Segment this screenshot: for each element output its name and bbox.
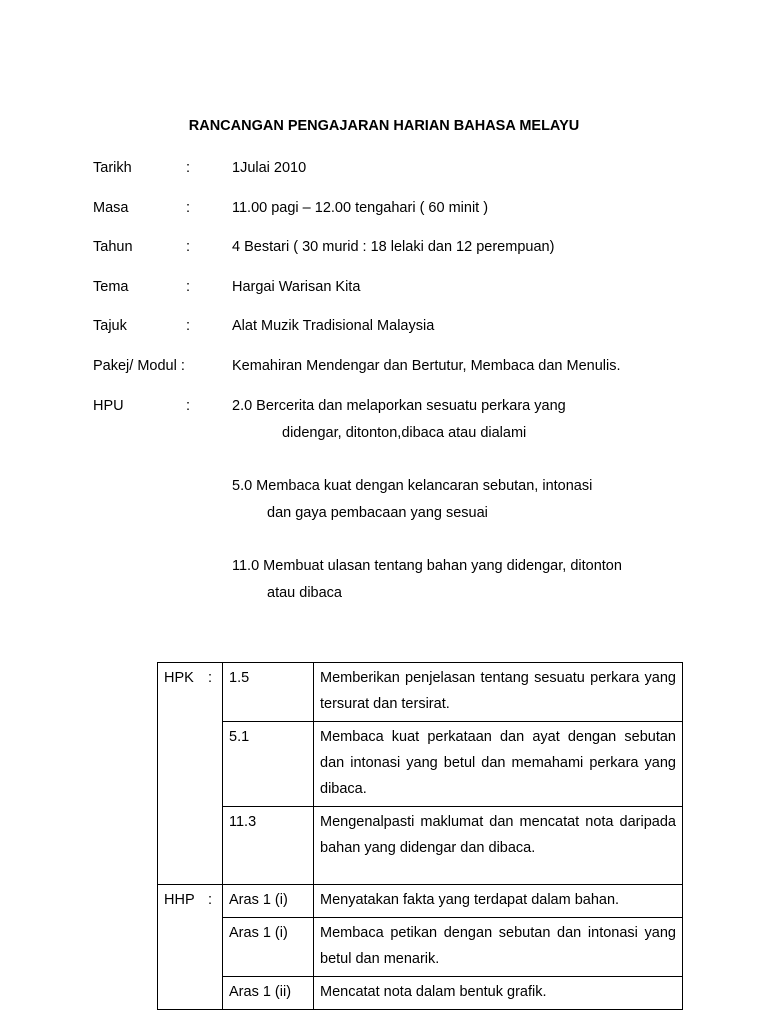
- text-cell: Memberikan penjelasan tentang sesuatu perkara yang tersurat dan tersirat.: [314, 663, 683, 722]
- group-colon: :: [208, 891, 213, 908]
- field-value: Hargai Warisan Kita: [232, 279, 361, 295]
- group-cell: [158, 976, 223, 1009]
- table-row: [158, 884, 683, 917]
- field-label: HPU: [93, 398, 124, 414]
- field-value: 1Julai 2010: [232, 160, 307, 176]
- table-row: [158, 722, 683, 807]
- hpu-item-line: atau dibaca: [267, 585, 342, 601]
- hpu-item-line: 5.0 Membaca kuat dengan kelancaran sebutan, intonasi: [232, 478, 593, 494]
- field-label: Tahun: [93, 239, 133, 255]
- group-cell: [158, 663, 223, 722]
- group-label: HHP: [164, 891, 195, 908]
- table-row: [158, 663, 683, 722]
- field-colon: :: [186, 239, 191, 255]
- document-title: RANCANGAN PENGAJARAN HARIAN BAHASA MELAYU: [188, 118, 580, 134]
- group-colon: :: [208, 670, 213, 686]
- text-cell: Menyatakan fakta yang terdapat dalam bahan.: [314, 884, 683, 917]
- field-label: Masa: [93, 200, 129, 216]
- hpu-item-line: didengar, ditonton,dibaca atau dialami: [282, 425, 527, 441]
- field-colon: :: [186, 279, 191, 295]
- text-cell: Membaca petikan dengan sebutan dan intonasi yang betul dan menarik.: [314, 917, 683, 976]
- group-cell: [158, 917, 223, 976]
- hpu-item-line: dan gaya pembacaan yang sesuai: [267, 505, 488, 521]
- table-row: [158, 917, 683, 976]
- code-cell: 1.5: [223, 663, 314, 722]
- code-cell: Aras 1 (ii): [223, 976, 314, 1009]
- text-cell: Mencatat nota dalam bentuk grafik.: [314, 976, 683, 1009]
- table-row: [158, 976, 683, 1009]
- code-cell: 5.1: [223, 722, 314, 807]
- group-label: HPK: [164, 670, 194, 686]
- field-colon: :: [186, 200, 191, 216]
- field-value: Kemahiran Mendengar dan Bertutur, Membaca dan Menulis.: [232, 358, 621, 374]
- field-colon: :: [186, 398, 191, 414]
- code-cell: 11.3: [223, 807, 314, 885]
- group-cell: [158, 884, 223, 917]
- group-cell: [158, 722, 223, 807]
- field-label: Tema: [93, 279, 129, 295]
- field-label: Tajuk: [93, 318, 127, 334]
- code-cell: Aras 1 (i): [223, 917, 314, 976]
- field-value: 4 Bestari ( 30 murid : 18 lelaki dan 12 perempuan): [232, 239, 555, 255]
- hpu-item-line: 11.0 Membuat ulasan tentang bahan yang didengar, ditonton: [232, 558, 622, 574]
- field-label: Tarikh: [93, 160, 132, 176]
- hpu-item-line: 2.0 Bercerita dan melaporkan sesuatu perkara yang: [232, 398, 566, 414]
- field-value: 11.00 pagi – 12.00 tengahari ( 60 minit ): [232, 200, 489, 216]
- group-cell: [158, 807, 223, 885]
- field-colon: :: [186, 318, 191, 334]
- text-cell: Mengenalpasti maklumat dan mencatat nota daripada bahan yang didengar dan dibaca.: [314, 807, 683, 885]
- field-label: Pakej/ Modul :: [93, 358, 185, 374]
- field-colon: :: [186, 160, 191, 176]
- text-cell: Membaca kuat perkataan dan ayat dengan sebutan dan intonasi yang betul dan memahami perkara yang dibaca.: [314, 722, 683, 807]
- objectives-table: [157, 662, 683, 1010]
- code-cell: Aras 1 (i): [223, 884, 314, 917]
- table-row: [158, 807, 683, 885]
- field-value: Alat Muzik Tradisional Malaysia: [232, 318, 435, 334]
